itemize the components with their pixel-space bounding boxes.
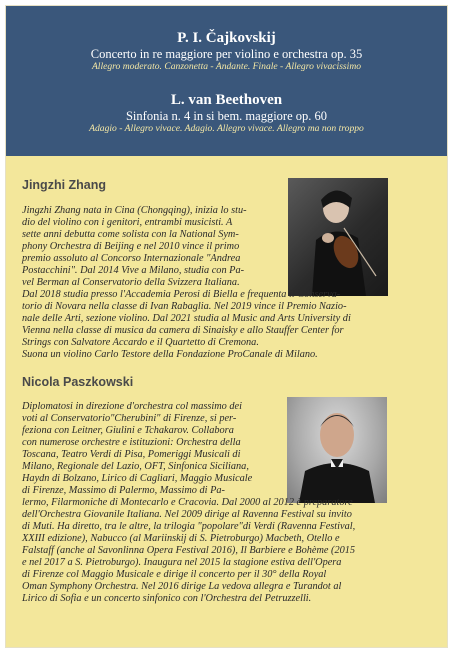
bio-name: Jingzhi Zhang — [22, 178, 107, 192]
program-item-1 — [6, 30, 447, 73]
program-header — [6, 6, 447, 156]
bio-line: sette anni debutta come solista con la National Sym- — [22, 229, 239, 240]
bio-line: voti al Conservatorio"Cherubini" di Firenze, si per- — [22, 413, 237, 424]
bio-line: Oman Symphony Orchestra. Nel 2016 dirige La vedova allegra e Turandot al — [22, 581, 342, 592]
bio-line: Jingzhi Zhang nata in Cina (Chongqing), inizia lo stu- — [22, 205, 247, 216]
bio-line: Diplomatosi in direzione d'orchestra col massimo dei — [22, 401, 242, 412]
bio-line: e nel 2017 a S. Pietroburgo). Inaugura nel 2015 la stagione estiva dell'Opera — [22, 557, 342, 568]
bio-line: Strings con Salvatore Accardo e il Quartetto di Cremona. — [22, 337, 259, 348]
work-movements: Allegro moderato. Canzonetta - Andante. Finale - Allegro vivacissimo — [91, 61, 362, 72]
bio-line: Postacchini". Dal 2014 Vive a Milano, studia con Pa- — [22, 265, 245, 276]
bio-name: Nicola Paszkowski — [22, 375, 134, 389]
bio-line: con numerose orchestre e istituzioni: Orchestra della — [22, 437, 241, 448]
bio-line: premio assoluto al Concorso Internazionale "Andrea — [22, 253, 241, 264]
bio-line: Suona un violino Carlo Testore della Fondazione ProCanale di Milano. — [22, 349, 318, 360]
work-movements: Adagio - Allegro vivace. Adagio. Allegro vivace. Allegro ma non troppo — [89, 123, 364, 134]
bio-line: di Muti. Ha diretto, tra le altre, la trilogia "popolare"di Verdi (Ravenna Festival, — [22, 521, 356, 532]
bio-line: phony Orchestra di Beijing e nel 2010 vince il primo — [22, 241, 240, 252]
bio-line: di Firenze, Massimo di Palermo, Massimo di Pa- — [22, 485, 225, 496]
bio-line: Falstaff (anche al Savonlinna Opera Festival 2016), Il Barbiere e Bohème (2015 — [22, 545, 356, 556]
bio-line: dell'Orchestra Giovanile Italiana. Nel 2009 dirige al Ravenna Festival su invito — [22, 509, 352, 520]
bio-line: Vienna nella classe di musica da camera di Sinaisky e allo Stauffer Center for — [22, 325, 344, 336]
bio-line: dio del violino con i genitori, entrambi musicisti. A — [22, 217, 233, 228]
work-title: Sinfonia n. 4 in si bem. maggiore op. 60 — [125, 109, 328, 123]
program-sheet — [6, 6, 447, 647]
program-item-2 — [6, 92, 447, 135]
bio-text — [22, 205, 351, 361]
bio-line: torio di Novara nella classe di Ivan Rabaglia. Nel 2019 vince il Premio Nazio- — [22, 301, 347, 312]
bio-text — [22, 401, 355, 605]
work-title: Concerto in re maggiore per violino e orchestra op. 35 — [90, 47, 363, 61]
bio-line: Haydn di Bolzano, Lirico di Cagliari, Maggio Musicale — [22, 473, 253, 484]
bio-line: Toscana, Teatro Verdi di Pisa, Pomeriggi Musicali di — [22, 449, 241, 460]
bio-line: Lirico di Sofia e un concerto sinfonico con l'Orchestra del Petruzzelli. — [22, 593, 312, 604]
bio-line: Milano, Regionale del Lazio, OFT, Sinfonica Siciliana, — [22, 461, 249, 472]
bio-line: di Firenze col Maggio Musicale e dirige il concerto per il 30° della Royal — [22, 569, 327, 580]
composer-name: P. I. Čajkovskij — [177, 30, 276, 46]
bio-line: vel Berman al Conservatorio della Svizzera Italiana. — [22, 277, 240, 288]
bio-line: lermo, Filarmoniche di Montecarlo e Cracovia. Dal 2000 al 2012 è preparatore — [22, 497, 353, 508]
bio-line: Dal 2018 studia presso l'Accademia Perosi di Biella e frequenta il Conserva- — [22, 289, 341, 300]
composer-name: L. van Beethoven — [170, 92, 283, 108]
bio-line: XXIII edizione), Nabucco (al Mariinskij di S. Pietroburgo) Macbeth, Otello e — [22, 533, 340, 544]
bio-line: nale delle Arti, sezione violino. Dal 2021 studia al Music and Arts University di — [22, 313, 351, 324]
bio-line: feziona con Leitner, Giulini e Tchakarov. Collabora — [22, 425, 234, 436]
